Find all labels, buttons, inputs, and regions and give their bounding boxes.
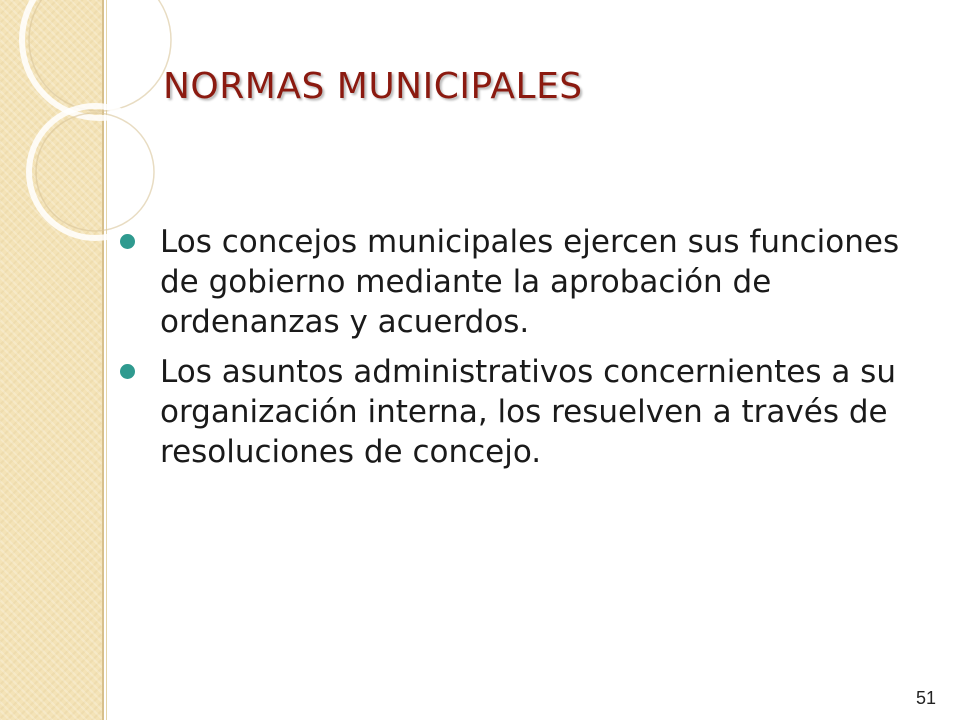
slide-title: NORMAS MUNICIPALES: [163, 66, 583, 107]
bullet-text: Los concejos municipales ejercen sus funciones de gobierno mediante la aprobación de ordenanzas y acuerdos.: [160, 224, 900, 340]
bullet-item: [116, 222, 916, 342]
decorative-circles: [0, 0, 200, 260]
bullet-dot-icon: [120, 364, 135, 379]
bullet-item: [116, 352, 916, 472]
page-number: 51: [916, 688, 937, 708]
bullet-list: [116, 222, 916, 482]
bullet-dot-icon: [120, 234, 135, 249]
bullet-text: Los asuntos administrativos concernientes a su organización interna, los resuelven a través de resoluciones de concejo.: [160, 354, 896, 470]
